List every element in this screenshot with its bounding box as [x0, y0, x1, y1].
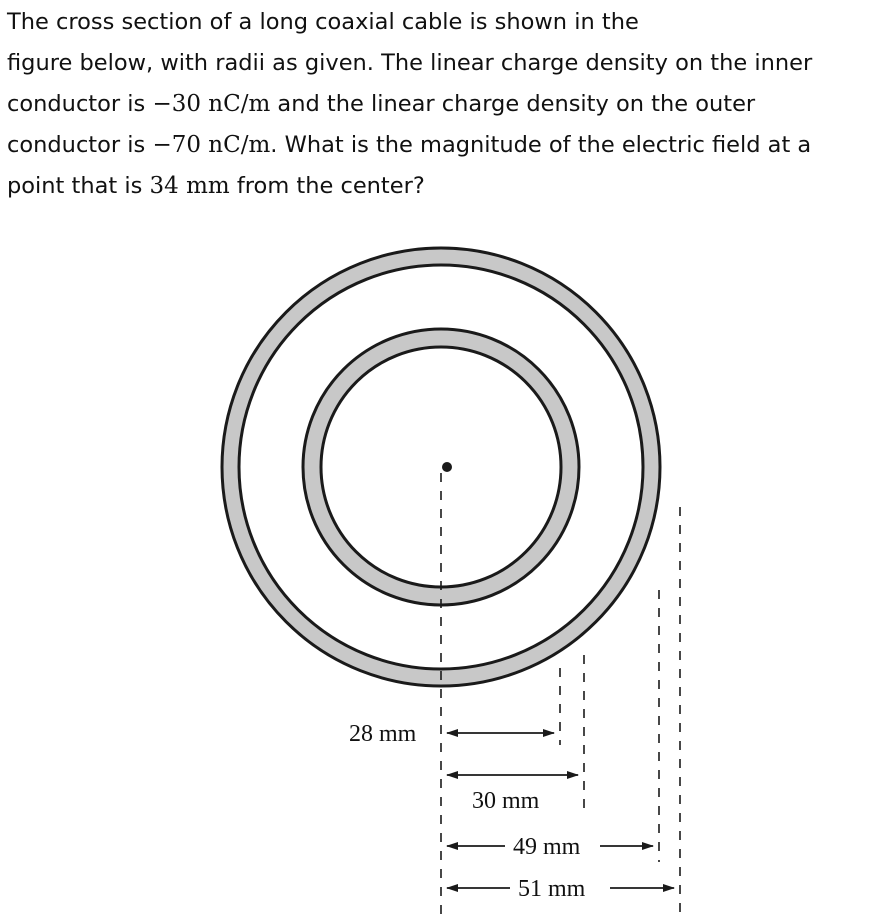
radius-51-label: 51 mm	[518, 876, 586, 902]
question-text-segment: conductor is	[7, 91, 153, 117]
question-text-segment: . What is the magnitude of the electric field at a	[270, 132, 812, 158]
question-text-segment: point that is	[7, 173, 150, 199]
question-text-segment: The cross section of a long coaxial cable is shown in the	[7, 9, 639, 35]
inner-charge-density: −30 nC/m	[152, 91, 271, 117]
center-point	[442, 462, 452, 472]
question-text-segment: from the center?	[229, 173, 425, 199]
radius-30-label: 30 mm	[472, 788, 540, 814]
radius-28-label: 28 mm	[349, 721, 417, 747]
question-text-segment: and the linear charge density on the outer	[270, 91, 756, 117]
radius-49-label: 49 mm	[513, 834, 581, 860]
question-text-segment: figure below, with radii as given. The linear charge density on the inner	[7, 50, 813, 76]
outer-charge-density: −70 nC/m	[152, 132, 271, 158]
question-text-segment: conductor is	[7, 132, 153, 158]
field-point-distance: 34 mm	[149, 173, 230, 199]
